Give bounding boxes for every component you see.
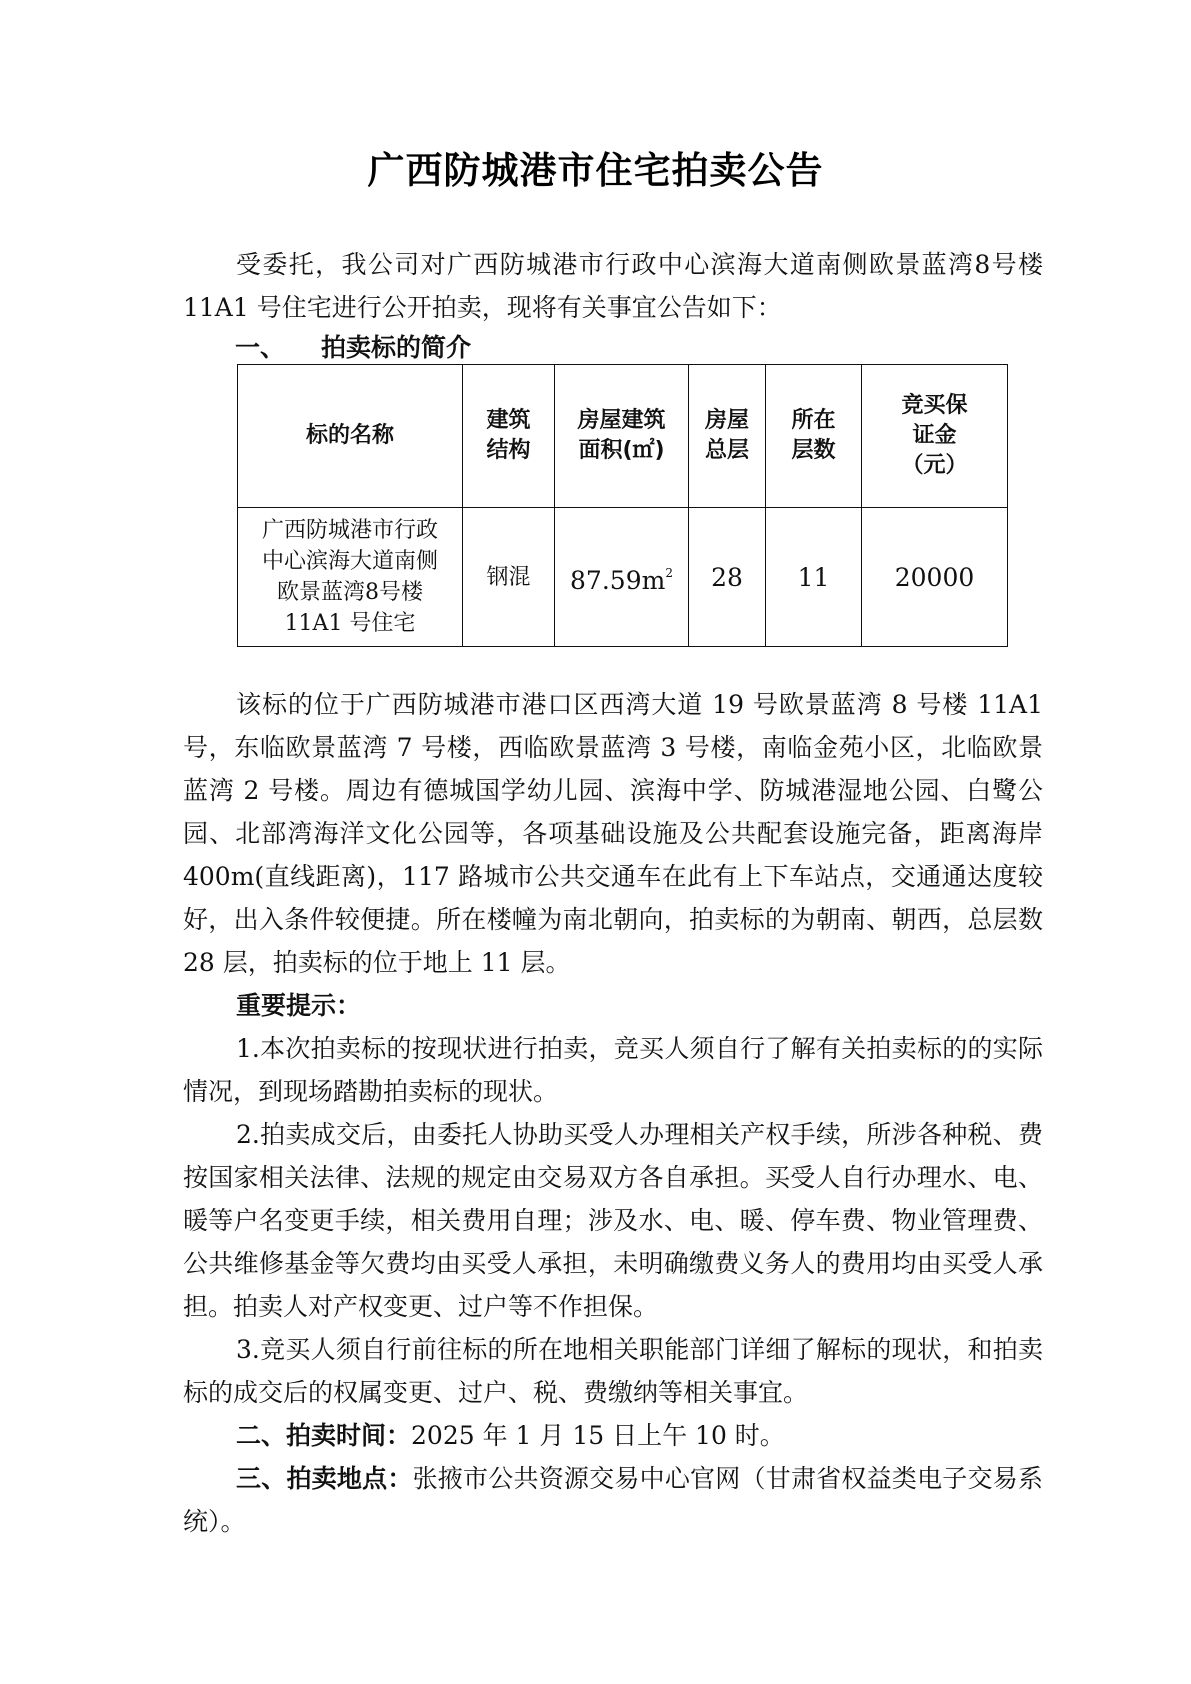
auction-place-label: 三、拍卖地点：	[236, 1464, 413, 1493]
section-title: 拍卖标的简介	[321, 333, 472, 362]
notice-item-2: 2.拍卖成交后，由委托人协助买受人办理相关产权手续，所涉各种税、费按国家相关法律、法规的规定由交易双方各自承担。买受人自行办理水、电、暖等户名变更手续，相关费用自理；涉及水、电、暖、停车费、物业管理费、公共维修基金等欠费均由买受人承担，未明确缴费义务人的费用均由买受人承担。拍卖人对产权变更、过户等不作担保。	[183, 1120, 1043, 1321]
cell-lot-name: 广西防城港市行政中心滨海大道南侧欧景蓝湾8号楼 11A1 号住宅	[238, 508, 463, 647]
auction-place-value: 张掖市公共资源交易中心官网（甘肃省权益类电子交易系统）。	[183, 1464, 1043, 1536]
page-title: 广西防城港市住宅拍卖公告	[367, 149, 824, 192]
header-lot-name: 标的名称	[238, 365, 463, 508]
cell-floor: 11	[766, 508, 862, 647]
header-floor: 所在层数	[766, 365, 862, 508]
header-deposit: 竞买保证金（元）	[862, 365, 1008, 508]
intro-paragraph	[183, 243, 1043, 329]
table-header-row	[238, 365, 1008, 508]
header-total-floors: 房屋总层	[689, 365, 766, 508]
cell-area: $87.59m^2$	[555, 508, 689, 647]
lot-table	[237, 364, 1008, 647]
body-text	[183, 683, 1043, 1543]
auction-place	[183, 1457, 1043, 1543]
header-structure: 建筑结构	[463, 365, 555, 508]
section-heading-lot	[235, 328, 471, 364]
location-paragraph: 该标的位于广西防城港市港口区西湾大道 19 号欧景蓝湾 8 号楼 11A1 号，东临欧景蓝湾 7 号楼，西临欧景蓝湾 3 号楼，南临金苑小区，北临欧景蓝湾 2 号楼。周边有德城国学幼儿园、滨海中学、防城港湿地公园、白鹭公园、北部湾海洋文化公园等，各项基础设施及公共配套设施完备，距离海岸 400m(直线距离)，117 路城市公共交通车在此有上下车站点，交通通达度较好，出入条件较便捷。所在楼幢为南北朝向，拍卖标的为朝南、朝西，总层数 28 层，拍卖标的位于地上 11 层。	[183, 690, 1043, 977]
cell-deposit: 20000	[862, 508, 1008, 647]
notice-heading: 重要提示：	[236, 991, 362, 1020]
auction-time	[183, 1414, 1043, 1457]
cell-structure: 钢混	[463, 508, 555, 647]
header-area: 房屋建筑面积(㎡)	[555, 365, 689, 508]
cell-total-floors: 28	[689, 508, 766, 647]
notice-item-1: 1.本次拍卖标的按现状进行拍卖，竞买人须自行了解有关拍卖标的的实际情况，到现场踏勘拍卖标的现状。	[183, 1034, 1043, 1106]
table-row	[238, 508, 1008, 647]
notice-item-3: 3.竞买人须自行前往标的所在地相关职能部门详细了解标的现状，和拍卖标的成交后的权属变更、过户、税、费缴纳等相关事宜。	[183, 1335, 1043, 1407]
section-number: 一、	[235, 333, 286, 362]
intro-text: 受委托，我公司对广西防城港市行政中心滨海大道南侧欧景蓝湾8号楼 11A1 号住宅进行公开拍卖，现将有关事宜公告如下：	[183, 250, 1043, 322]
auction-time-label: 二、拍卖时间：	[236, 1421, 412, 1450]
auction-time-value: 2025 年 1 月 15 日上午 10 时。	[411, 1421, 785, 1450]
